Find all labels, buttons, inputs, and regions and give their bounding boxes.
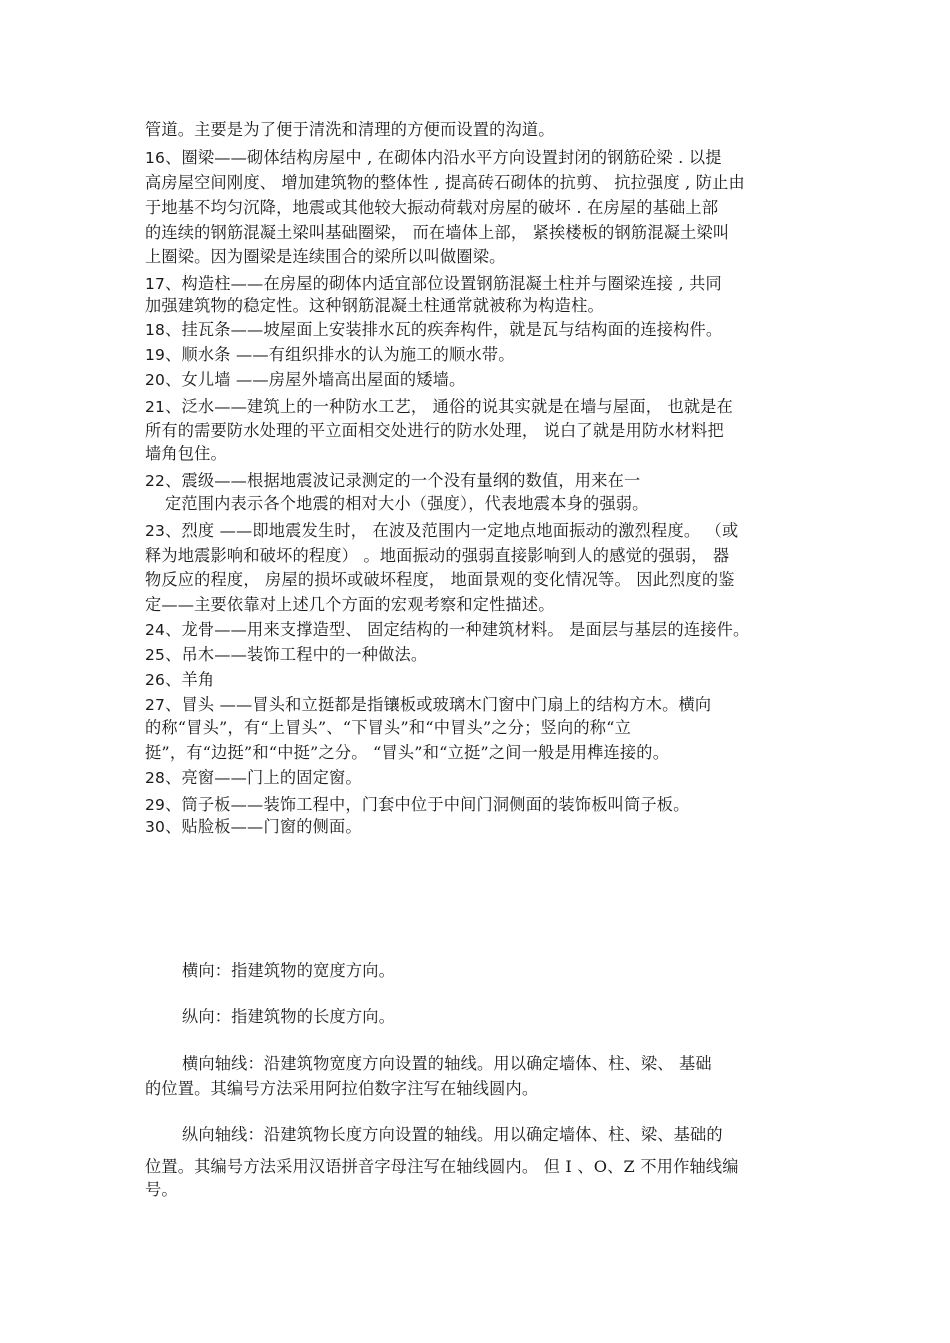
text-line: 定范围内表示各个地震的相对大小（强度），代表地震本身的强弱。 (165, 494, 649, 513)
term-20-line: 20、女儿墙 ——房屋外墙高出屋面的矮墙。 (145, 370, 466, 389)
text-line: 的位置。其编号方法采用阿拉伯数字注写在轴线圆内。 (145, 1079, 539, 1098)
text-line: 于地基不均匀沉降，地震或其他较大振动荷载对房屋的破坏 . 在房屋的基础上部 (145, 198, 719, 217)
text-line: 所有的需要防水处理的平立面相交处进行的防水处理， 说白了就是用防水材料把 (145, 421, 724, 440)
term-number: 17 (145, 275, 166, 293)
text-line: 墙角包住。 (145, 444, 227, 463)
text-line: 挺”，有“边挺”和“中挺”之分。 “冒头”和“立挺”之间一般是用榫连接的。 (145, 743, 670, 762)
longitudinal-axis-line: 纵向轴线：沿建筑物长度方向设置的轴线。用以确定墙体、柱、梁、基础的 (182, 1125, 723, 1144)
term-number: 20 (145, 371, 166, 389)
text-line: 管道。主要是为了便于清洗和清理的方便而设置的沟道。 (145, 120, 555, 139)
text-line: 释为地震影响和破坏的程度） 。地面振动的强弱直接影响到人的感觉的强弱， 器 (145, 546, 730, 565)
text-line: 的称“冒头”，有“上冒头”、“下冒头”和“中冒头”之分；竖向的称“立 (145, 718, 631, 737)
term-number: 16 (145, 149, 166, 167)
term-number: 26 (145, 671, 166, 689)
text-line: 定——主要依靠对上述几个方面的宏观考察和定性描述。 (145, 595, 555, 614)
term-21-line: 21、泛水——建筑上的一种防水工艺， 通俗的说其实就是在墙与屋面， 也就是在 (145, 397, 733, 416)
term-number: 28 (145, 769, 166, 787)
term-number: 29 (145, 796, 166, 814)
term-28-line: 28、亮窗——门上的固定窗。 (145, 768, 362, 787)
axis-definition-longitudinal: 纵向：指建筑物的长度方向。 (182, 1007, 396, 1026)
term-30-line: 30、贴脸板——门窗的侧面。 (145, 817, 362, 836)
term-number: 22 (145, 472, 166, 490)
term-number: 24 (145, 621, 166, 639)
text-line: 号。 (145, 1180, 178, 1199)
term-number: 27 (145, 696, 166, 714)
text-line: 加强建筑物的稳定性。这种钢筋混凝土柱通常就被称为构造柱。 (145, 296, 604, 315)
text-line: 的连续的钢筋混凝土梁叫基础圈梁， 而在墙体上部， 紧挨楼板的钢筋混凝土梁叫 (145, 223, 730, 242)
term-29-line: 29、筒子板——装饰工程中，门套中位于中间门洞侧面的装饰板叫筒子板。 (145, 795, 690, 814)
term-18-line: 18、挂瓦条——坡屋面上安装排水瓦的疾奔构件，就是瓦与结构面的连接构件。 (145, 320, 723, 339)
term-number: 23 (145, 522, 166, 540)
term-number: 25 (145, 646, 166, 664)
term-25-line: 25、吊木——装饰工程中的一种做法。 (145, 645, 428, 664)
text-line: 物反应的程度， 房屋的损坏或破坏程度， 地面景观的变化情况等。 因此烈度的鉴 (145, 570, 735, 589)
term-number: 19 (145, 346, 166, 364)
term-23-line: 23、烈度 ——即地震发生时， 在波及范围内一定地点地面振动的激烈程度。 （或 (145, 521, 739, 540)
term-22-line: 22、震级——根据地震波记录测定的一个没有量纲的数值，用来在一 (145, 471, 641, 490)
term-number: 30 (145, 818, 166, 836)
text-line: 高房屋空间刚度、 增加建筑物的整体性 , 提高砖石砌体的抗剪、 抗拉强度 , 防止由 (145, 173, 745, 192)
text-line: 位置。其编号方法采用汉语拼音字母注写在轴线圆内。 但 I 、O、Z 不用作轴线编 (145, 1157, 739, 1176)
term-24-line: 24、龙骨——用来支撑造型、 固定结构的一种建筑材料。 是面层与基层的连接件。 (145, 620, 750, 639)
term-17-line: 17、构造柱——在房屋的砌体内适宜部位设置钢筋混凝土柱并与圈梁连接 , 共同 (145, 274, 722, 293)
term-number: 18 (145, 321, 166, 339)
transverse-axis-line: 横向轴线：沿建筑物宽度方向设置的轴线。用以确定墙体、柱、梁、 基础 (182, 1054, 712, 1073)
axis-definition-transverse: 横向：指建筑物的宽度方向。 (182, 961, 396, 980)
term-26-line: 26、羊角 (145, 670, 215, 689)
term-number: 21 (145, 398, 166, 416)
term-27-line: 27、冒头 ——冒头和立挺都是指镶板或玻璃木门窗中门扇上的结构方木。横向 (145, 695, 712, 714)
term-19-line: 19、顺水条 ——有组织排水的认为施工的顺水带。 (145, 345, 515, 364)
term-16-line: 16、圈梁——砌体结构房屋中 , 在砌体内沿水平方向设置封闭的钢筋砼梁 . 以提 (145, 148, 722, 167)
text-line: 上圈梁。因为圈梁是连续围合的梁所以叫做圈梁。 (145, 247, 506, 266)
